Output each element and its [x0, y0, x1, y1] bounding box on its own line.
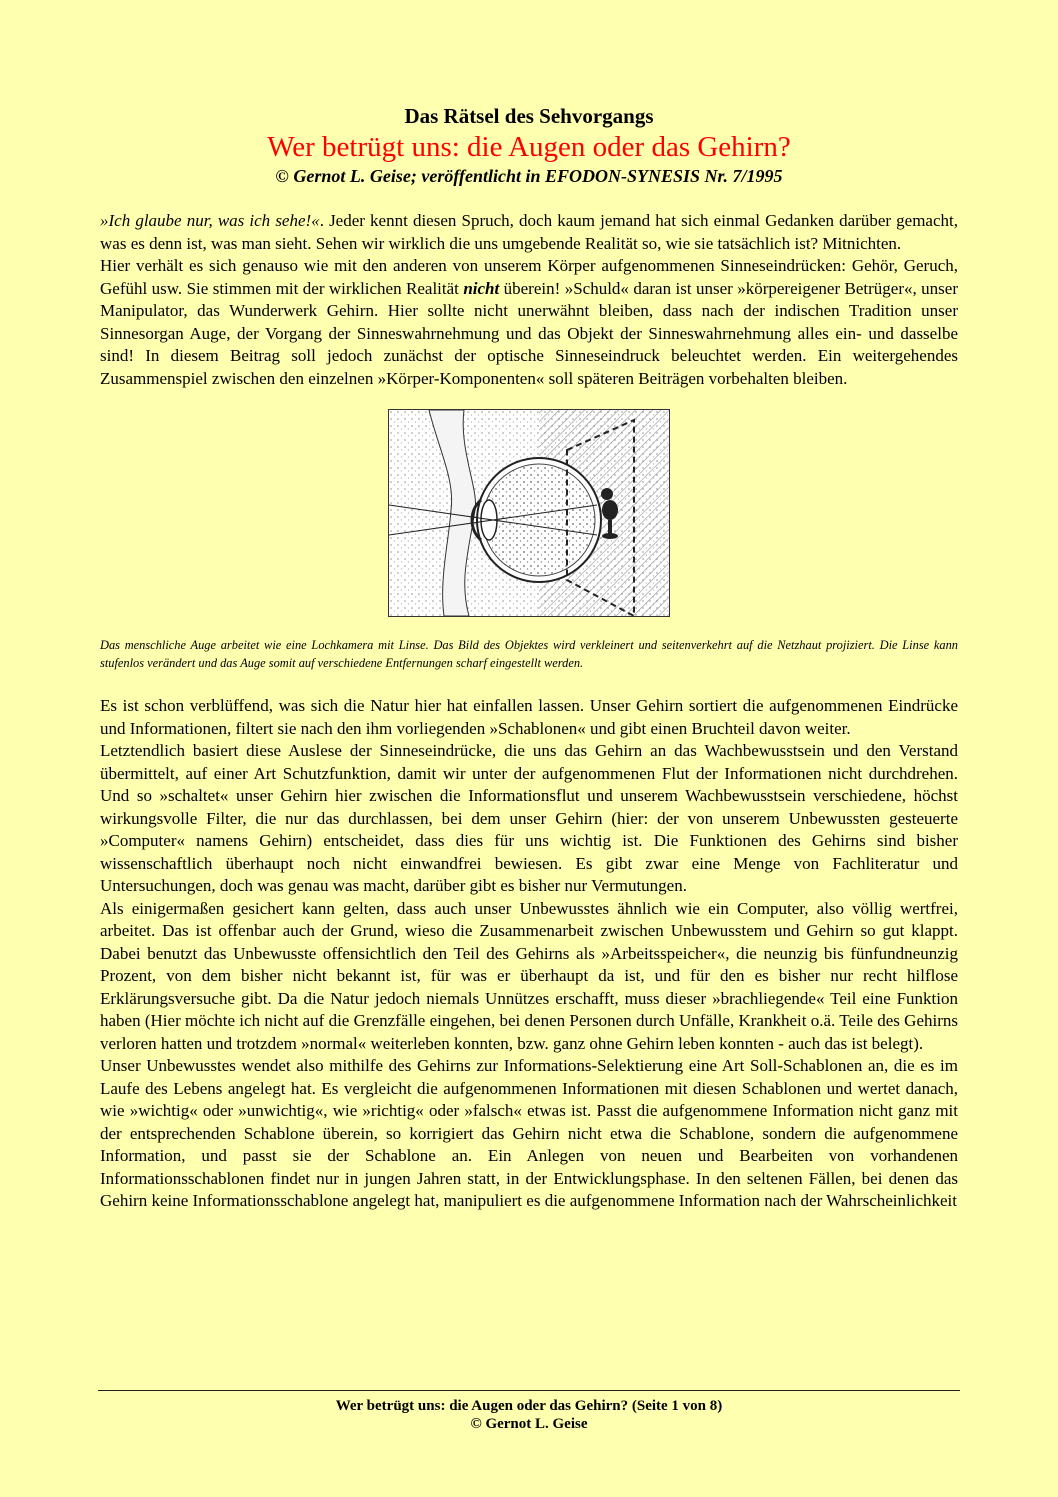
- eye-illustration: [389, 410, 669, 616]
- footer-title: Wer betrügt uns: die Augen oder das Gehirn? (Seite 1 von 8): [335, 1398, 723, 1414]
- article-subtitle: Wer betrügt uns: die Augen oder das Gehirn?: [267, 131, 791, 163]
- intro-quote: »Ich glaube nur, was ich sehe!«: [100, 211, 320, 230]
- figure-caption: Das menschliche Auge arbeitet wie eine Lochkamera mit Linse. Das Bild des Objektes wird verkleinert und seitenverkehrt auf die Netzhaut projiziert. Die Linse kann stufenlos verändert und das Auge somit auf verschiedene Entfernungen scharf eingestellt werden.: [100, 638, 958, 670]
- intro-paragraph-1: [100, 210, 958, 255]
- article-title: Das Rätsel des Sehvorgangs: [404, 104, 654, 128]
- eye-diagram-figure: [388, 409, 670, 617]
- page-content: [100, 102, 958, 1213]
- article-byline: © Gernot L. Geise; veröffentlicht in EFODON-SYNESIS Nr. 7/1995: [275, 166, 783, 186]
- body-paragraph-1: Es ist schon verblüffend, was sich die Natur hier hat einfallen lassen. Unser Gehirn sortiert die aufgenommenen Eindrücke und Informationen, filtert sie nach den ihm vorliegenden »Schablonen« und gibt einen Bruchteil davon weiter.: [100, 696, 958, 738]
- footer-copyright: © Gernot L. Geise: [470, 1416, 588, 1432]
- body-paragraph-3: Als einigermaßen gesichert kann gelten, dass auch unser Unbewusstes ähnlich wie ein Computer, also völlig wertfrei, arbeitet. Das ist offenbar auch der Grund, wieso die Zusammenarbeit zwischen Unbewusstem und Gehirn so gut klappt. Dabei benutzt das Unbewusste offensichtlich den Teil des Gehirns als »Arbeitsspeicher«, die neunzig bis fünfundneunzig Prozent, von dem bisher nicht bekannt ist, für was er überhaupt da ist, und für den es bisher nur recht hilflose Erklärungsversuche gibt. Da die Natur jedoch niemals Unnützes erschafft, muss dieser »brachliegende« Teil eine Funktion haben (Hier möchte ich nicht auf die Grenzfälle eingehen, bei denen Personen durch Unfälle, Krankheit o.ä. Teile des Gehirns verloren hatten und trotzdem »normal« weiterleben konnten, bzw. ganz ohne Gehirn leben konnten - auch das ist belegt).: [100, 898, 958, 1053]
- emphasis-nicht: nicht: [463, 278, 500, 298]
- intro-paragraph-2-text-a: Hier verhält es sich genauso wie mit den anderen von unserem Körper aufgenommenen Sinneseindrücken: Gehör, Geruch, Gefühl usw. Sie stimmen mit der wirklichen Realität: [100, 256, 958, 298]
- intro-paragraph-1-text: . Jeder kennt diesen Spruch, doch kaum jemand hat sich einmal Gedanken darüber gemacht, was es denn ist, was man sieht. Sehen wir wirklich die uns umgebende Realität so, wie sie tatsächlich ist? Mitnichten.: [100, 211, 958, 253]
- page-footer: [98, 1390, 960, 1433]
- body-paragraph-2: Letztendlich basiert diese Auslese der Sinneseindrücke, die uns das Gehirn an das Wachbewusstsein und den Verstand übermittelt, auf einer Art Schutzfunktion, damit wir unter der aufgenommenen Flut der Informationen nicht durchdrehen. Und so »schaltet« unser Gehirn hier zwischen die Informationsflut und unserem Wachbewusstsein verschiedene, höchst wirkungsvolle Filter, die nur das durchlassen, bei dem unser Gehirn (hier: der von unserem Unbewussten gesteuerte »Computer« namens Gehirn) entscheidet, dass dies für uns wichtig ist. Die Funktionen des Gehirns sind bisher wissenschaftlich überhaupt noch nicht einwandfrei bewiesen. Es gibt zwar eine Menge von Fachliteratur und Untersuchungen, doch was genau was macht, darüber gibt es bisher nur Vermutungen.: [100, 741, 958, 895]
- intro-paragraph-2: [100, 255, 958, 390]
- body-paragraph-4: Unser Unbewusstes wendet also mithilfe des Gehirns zur Informations-Selektierung eine Art Soll-Schablonen an, die es im Laufe des Lebens angelegt hat. Es vergleicht die aufgenommenen Informationen mit diesen Schablonen und wertet danach, wie »wichtig« oder »unwichtig«, wie »richtig« oder »falsch« etwas ist. Passt die aufgenommene Information nicht ganz mit der entsprechenden Schablone überein, so korrigiert das Gehirn nicht etwa die Schablone, sondern die aufgenommene Information, und passt sie der Schablone an. Ein Anlegen von neuen und Bearbeiten von vorhandenen Informationsschablonen findet nur in jungen Jahren statt, in der Entwicklungsphase. In den seltenen Fällen, bei denen das Gehirn keine Informationsschablone angelegt hat, manipuliert es die aufgenommene Information nach der Wahrscheinlichkeit: [100, 1056, 958, 1210]
- intro-paragraph-2-text-b: überein! »Schuld« daran ist unser »körpereigener Betrüger«, unser Manipulator, das Wunderwerk Gehirn. Hier sollte nicht unerwähnt bleiben, dass nach der indischen Tradition unser Sinnesorgan Auge, der Vorgang der Sinneswahrnehmung und das Objekt der Sinneswahrnehmung alles ein- und dasselbe sind! In diesem Beitrag soll jedoch zunächst der optische Sinneseindruck beleuchtet werden. Ein weitergehendes Zusammenspiel zwischen den einzelnen »Körper-Komponenten« soll späteren Beiträgen vorbehalten bleiben.: [100, 278, 958, 388]
